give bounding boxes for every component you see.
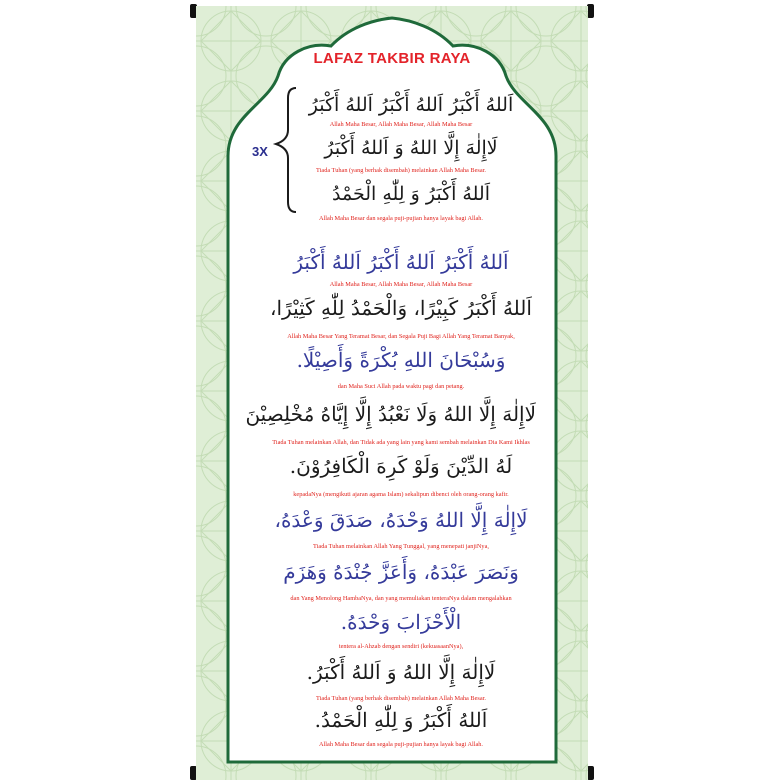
translation-line-2: Tiada Tuhan (yang berhak disembah) melainkan Allah Maha Besar. bbox=[316, 167, 486, 174]
arabic-line-5: اَللهُ أَكْبَرُ كَبِيْرًا، وَالْحَمْدُ لِلّٰهِ كَثِيْرًا، bbox=[270, 296, 532, 320]
arabic-line-8: لَهُ الدِّيْنَ وَلَوْ كَرِهَ الْكَافِرُوْنَ. bbox=[289, 454, 513, 478]
translation-line-12: Tiada Tuhan (yang berhak disembah) melainkan Allah Maha Besar. bbox=[316, 695, 486, 702]
repeat-count-label: 3X bbox=[252, 144, 268, 159]
arabic-line-13: اَللهُ أَكْبَرُ وَ لِلّٰهِ الْحَمْدُ. bbox=[314, 708, 488, 732]
translation-line-1: Allah Maha Besar, Allah Maha Besar, Allah Maha Besar bbox=[329, 121, 473, 128]
arabic-line-4: اَللهُ أَكْبَرُ اَللهُ أَكْبَرُ اَللهُ أَكْبَرُ bbox=[293, 250, 509, 274]
arabic-line-1: اَللهُ أَكْبَرُ اَللهُ أَكْبَرُ اَللهُ أَكْبَرُ bbox=[308, 94, 514, 116]
translation-line-9: Tiada Tuhan melainkan Allah Yang Tunggal, yang menepati janjiNya, bbox=[313, 543, 489, 550]
arabic-line-7: لَاإِلٰهَ إِلَّا اللهُ وَلَا نَعْبُدُ إِلَّا إِيَّاهُ مُخْلِصِيْنَ bbox=[245, 402, 536, 426]
translation-line-11: tentera al-Ahzab dengan sendiri (kekuasaanNya), bbox=[338, 643, 464, 650]
translation-line-8: kepadaNya (mengikuti ajaran agama Islam) sekalipun dibenci oleh orang-orang kafir. bbox=[293, 491, 509, 498]
translation-line-3: Allah Maha Besar dan segala puji-pujian hanya layak bagi Allah. bbox=[318, 215, 484, 222]
page-title: LAFAZ TAKBIR RAYA bbox=[313, 50, 471, 67]
arabic-line-6: وَسُبْحَانَ اللهِ بُكْرَةً وَأَصِيْلًا. bbox=[296, 348, 506, 372]
arabic-line-2: لَاإِلٰهَ إِلَّا اللهُ وَ اَللهُ أَكْبَرُ bbox=[324, 137, 498, 159]
hanger-pin-bottom-right bbox=[587, 766, 594, 780]
translation-line-10: dan Yang Menolong HambaNya, dan yang memuliakan tenteraNya dalam mengalahkan bbox=[290, 595, 512, 602]
takbir-banner bbox=[196, 6, 588, 780]
translation-line-6: dan Maha Suci Allah pada waktu pagi dan petang. bbox=[337, 383, 465, 390]
arabic-line-10: وَنَصَرَ عَبْدَهُ، وَأَعَزَّ جُنْدَهُ وَهَزَمَ bbox=[283, 560, 519, 584]
hanger-pin-top-right bbox=[587, 4, 594, 18]
arabic-line-11: الْأَحْزَابَ وَحْدَهُ. bbox=[340, 610, 462, 634]
translation-line-7: Tiada Tuhan melainkan Allah, dan Tidak ada yang lain yang kami sembah melainkan Dia Kami Ikhlas bbox=[272, 439, 530, 446]
translation-line-4: Allah Maha Besar, Allah Maha Besar, Allah Maha Besar bbox=[329, 281, 473, 288]
arabic-line-12: لَاإِلٰهَ إِلَّا اللهُ وَ اَللهُ أَكْبَرُ. bbox=[306, 660, 496, 684]
arabic-line-3: اَللهُ أَكْبَرُ وَ لِلّٰهِ الْحَمْدُ bbox=[332, 183, 490, 205]
translation-line-13: Allah Maha Besar dan segala puji-pujian hanya layak bagi Allah. bbox=[318, 741, 484, 748]
arabic-line-9: لَاإِلٰهَ إِلَّا اللهُ وَحْدَهُ، صَدَقَ وَعْدَهُ، bbox=[274, 508, 528, 532]
translation-line-5: Allah Maha Besar Yang Teramat Besar, dan Segala Puji Bagi Allah Yang Teramat Banyak, bbox=[287, 333, 515, 340]
